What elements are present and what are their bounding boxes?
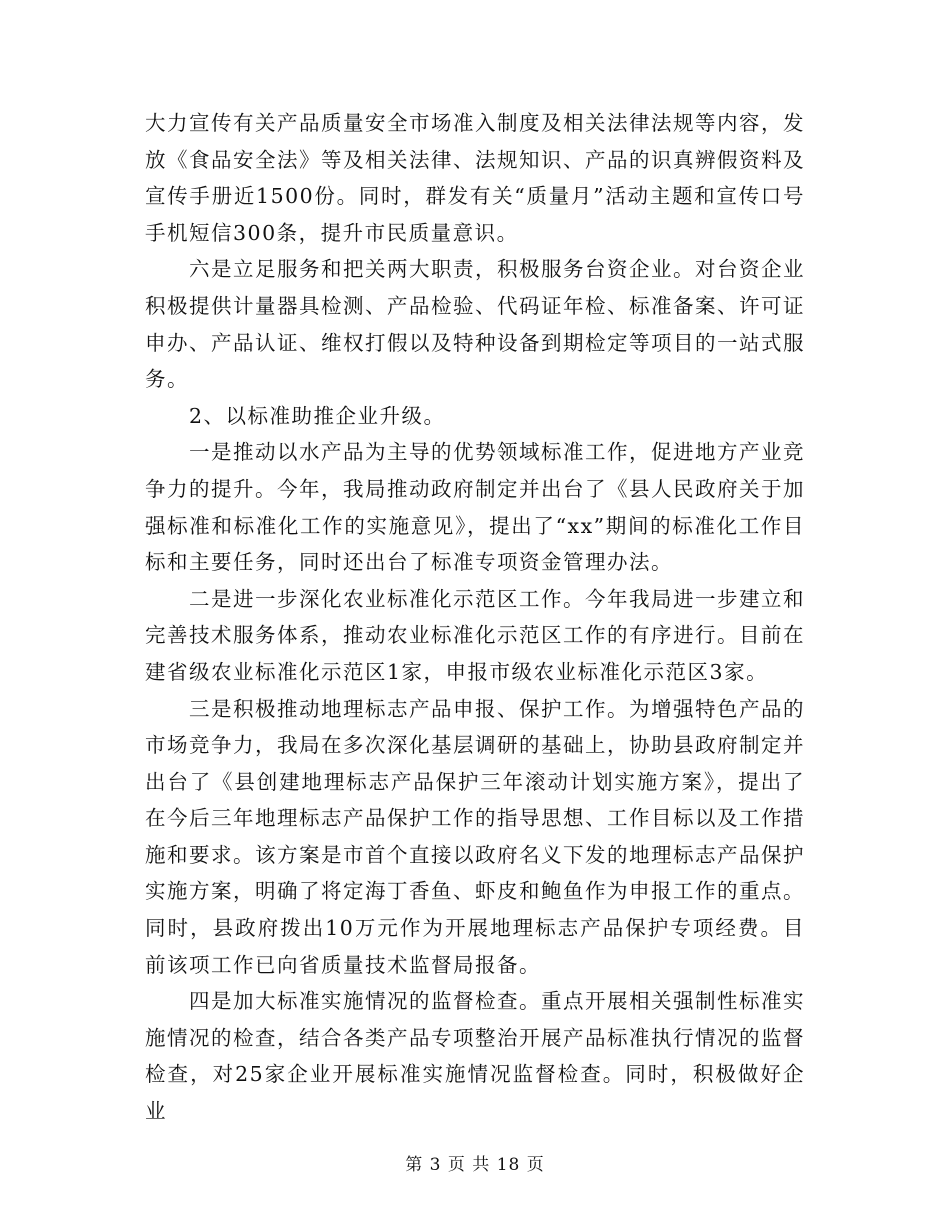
page-number-footer: 第 3 页 共 18 页 (405, 1155, 545, 1175)
section-heading-standards: 2、以标准助推企业升级。 (189, 403, 446, 428)
paragraph-supervision: 四是加大标准实施情况的监督检查。重点开展相关强制性标准实施情况的检查，结合各类产品专项整治开展产品标准执行情况的监督检查，对25家企业开展标准实施情况监督检查。同时，积极做好企业 (145, 989, 805, 1124)
paragraph-taiwan-enterprises: 六是立足服务和把关两大职责，积极服务台资企业。对台资企业积极提供计量器具检测、产品检验、代码证年检、标准备案、许可证申办、产品认证、维权打假以及特种设备到期检定等项目的一站式服务。 (145, 257, 805, 392)
paragraph-aquatic-standards: 一是推动以水产品为主导的优势领域标准工作，促进地方产业竞争力的提升。今年，我局推动政府制定并出台了《县人民政府关于加强标准和标准化工作的实施意见》，提出了“xx”期间的标准化工作目标和主要任务，同时还出台了标准专项资金管理办法。 (145, 440, 805, 575)
paragraph-geographic-indication: 三是积极推动地理标志产品申报、保护工作。为增强特色产品的市场竞争力，我局在多次深化基层调研的基础上，协助县政府制定并出台了《县创建地理标志产品保护三年滚动计划实施方案》，提出了在今后三年地理标志产品保护工作的指导思想、工作目标以及工作措施和要求。该方案是市首个直接以政府名义下发的地理标志产品保护实施方案，明确了将定海丁香鱼、虾皮和鲍鱼作为申报工作的重点。同时，县政府拨出10万元作为开展地理标志产品保护专项经费。目前该项工作已向省质量技术监督局报备。 (145, 696, 805, 977)
paragraph-publicity: 大力宣传有关产品质量安全市场准入制度及相关法律法规等内容，发放《食品安全法》等及相关法律、法规知识、产品的识真辨假资料及宣传手册近1500份。同时，群发有关“质量月”活动主题和宣传口号手机短信300条，提升市民质量意识。 (145, 111, 805, 245)
paragraph-agriculture-demo: 二是进一步深化农业标准化示范区工作。今年我局进一步建立和完善技术服务体系，推动农业标准化示范区工作的有序进行。目前在建省级农业标准化示范区1家，申报市级农业标准化示范区3家。 (145, 586, 805, 684)
document-body (145, 105, 805, 1130)
